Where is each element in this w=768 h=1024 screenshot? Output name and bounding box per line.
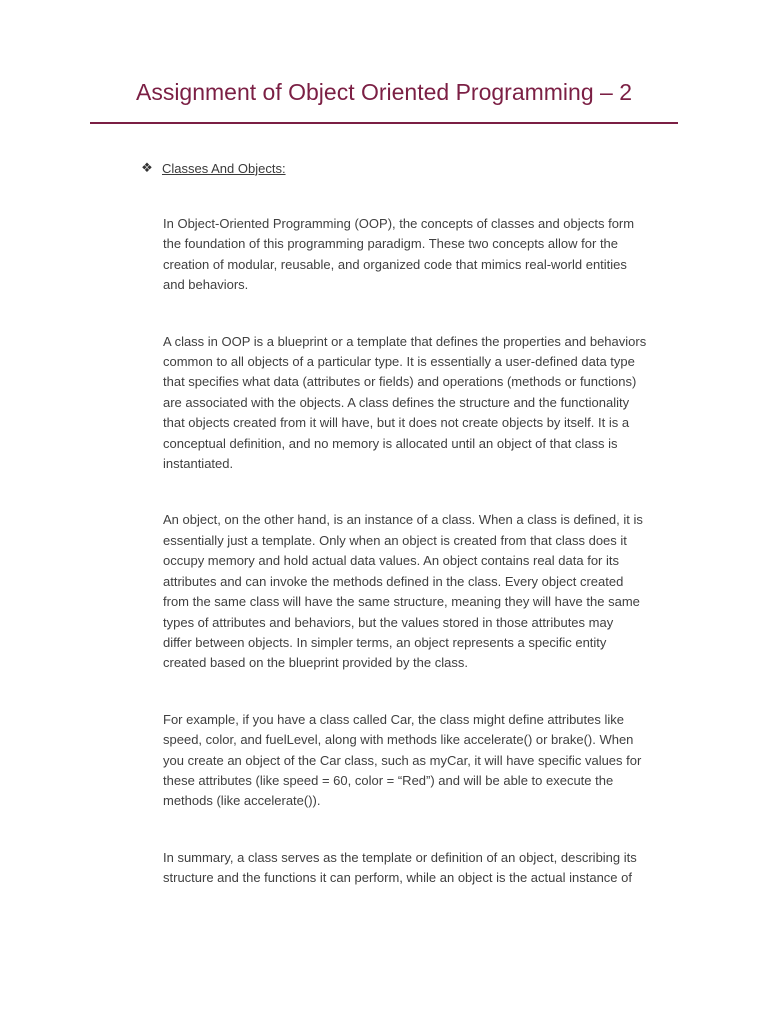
section-heading-label: Classes And Objects: xyxy=(162,160,286,176)
text-line: these attributes (like speed = 60, color = “Red”) and will be able to execute the xyxy=(163,772,614,788)
text-line: instantiated. xyxy=(163,456,234,472)
section-heading xyxy=(140,158,286,178)
text-line: types of attributes and behaviors, but the values stored in those attributes may xyxy=(163,614,614,630)
text-line: from the same class will have the same structure, meaning they will have the same xyxy=(163,594,640,610)
text-line: are associated with the objects. A class defines the structure and the functionality xyxy=(163,394,630,410)
text-line: For example, if you have a class called Car, the class might define attributes like xyxy=(163,711,624,727)
text-line: common to all objects of a particular type. It is essentially a user-defined data type xyxy=(163,354,635,370)
text-line: methods (like accelerate()). xyxy=(163,793,321,809)
text-line: and behaviors. xyxy=(163,277,249,293)
text-line: conceptual definition, and no memory is allocated until an object of that class is xyxy=(163,435,618,451)
text-line: created based on the blueprint provided by the class. xyxy=(163,655,468,671)
text-line: structure and the functions it can perform, while an object is the actual instance of xyxy=(163,870,632,886)
paragraph-class-definition xyxy=(163,332,678,475)
text-line: differ between objects. In simpler terms, an object represents a specific entity xyxy=(163,634,607,650)
text-line: In summary, a class serves as the template or definition of an object, describing its xyxy=(163,849,637,865)
text-line: speed, color, and fuelLevel, along with methods like accelerate() or brake(). When xyxy=(163,732,634,748)
text-line: In Object-Oriented Programming (OOP), the concepts of classes and objects form xyxy=(163,216,635,231)
text-line: essentially just a template. Only when an object is created from that class does it xyxy=(163,532,627,548)
text-line: A class in OOP is a blueprint or a template that defines the properties and behaviors xyxy=(163,333,647,349)
paragraph-example xyxy=(163,710,678,812)
document-body xyxy=(163,214,678,925)
text-line: you create an object of the Car class, such as myCar, it will have specific values for xyxy=(163,752,642,768)
paragraph-intro xyxy=(163,214,678,296)
text-line: the foundation of this programming paradigm. These two concepts allow for the xyxy=(163,236,619,252)
text-line: that objects created from it will have, but it does not create objects by itself. It is a xyxy=(163,415,630,431)
text-line: creation of modular, reusable, and organized code that mimics real-world entities xyxy=(163,256,627,272)
paragraph-object-definition xyxy=(163,510,678,673)
page-title: Assignment of Object Oriented Programming – 2 xyxy=(135,79,632,105)
paragraph-summary xyxy=(163,848,678,889)
text-line: occupy memory and hold actual data values. An object contains real data for its xyxy=(163,553,619,569)
text-line: that specifies what data (attributes or fields) and operations (methods or functions) xyxy=(163,374,637,390)
text-line: attributes and can invoke the methods defined in the class. Every object created xyxy=(163,573,624,589)
diamond-bullet-icon: ❖ xyxy=(141,160,153,175)
title-divider xyxy=(90,122,678,124)
text-line: An object, on the other hand, is an instance of a class. When a class is defined, it is xyxy=(163,512,643,528)
